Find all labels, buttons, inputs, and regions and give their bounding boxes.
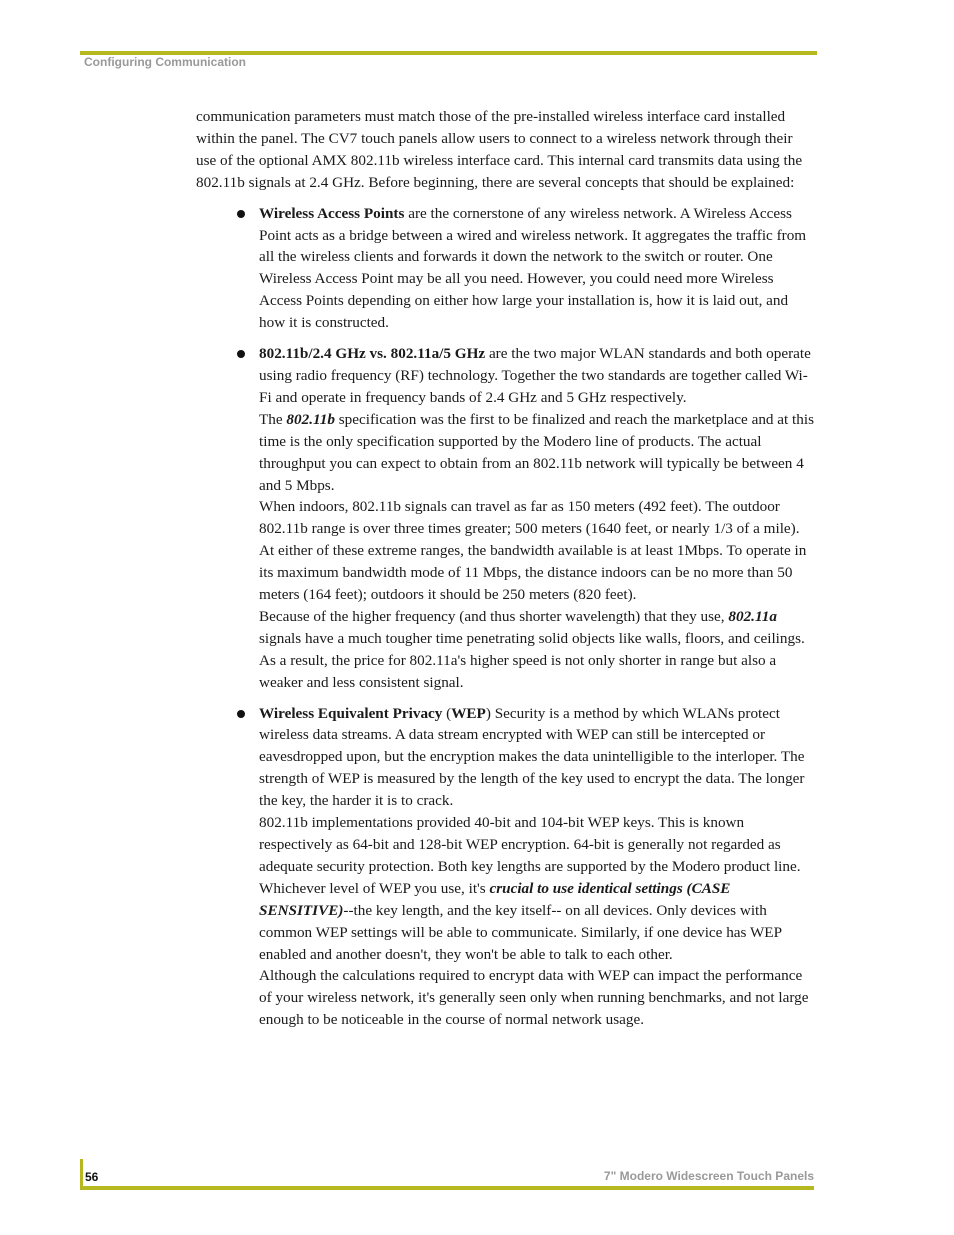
wep-paragraph-2	[259, 812, 816, 965]
body-content	[196, 106, 816, 1040]
list-item-wep	[259, 703, 816, 1032]
standards-text-1: are the two major WLAN standards and both operate using radio frequency (RF) technology. Together the two standards are together called Wi-Fi and operate in frequency bands of 2.4 GHz and 5 GHz respectively.	[259, 345, 811, 406]
list-item-access-points	[259, 203, 816, 334]
access-points-description: are the cornerstone of any wireless network. A Wireless Access Point acts as a bridge between a wired and wireless network. It aggregates the traffic from all the wireless clients and forwards it down the network to the switch or router. One Wireless Access Point may be all you need. However, you could need more Wireless Access Points depending on either how large your installation is, how it is laid out, and how it is constructed.	[259, 204, 807, 332]
section-title: Configuring Communication	[84, 55, 246, 69]
wep-paragraph-1	[259, 703, 816, 813]
wep-text-1: ) Security is a method by which WLANs protect wireless data streams. A data stream encrypted with WEP can still be intercepted or eavesdropped upon, but the encryption makes the data unintelligible to the interloper. The strength of WEP is measured by the length of the key used to encrypt the data. The longer the key, the harder it is to crack.	[259, 704, 805, 810]
standards-text-2b: specification was the first to be finalized and reach the marketplace and at this time is the only specification supported by the Modero line of products. The actual throughput you can expect to obtain from an 802.11b network will typically be between 4 and 5 Mbps.	[259, 410, 815, 494]
term-standards: 802.11b/2.4 GHz vs. 802.11a/5 GHz	[259, 345, 486, 363]
wep-paren: (	[442, 704, 452, 722]
wep-text-2a: 802.11b implementations provided 40-bit and 104-bit WEP keys. This is known respectively as 64-bit and 128-bit WEP encryption. 64-bit is generally not regarded as adequate security protection. Both key lengths are supported by the Modero product line. Whichever level of WEP you use, it's	[259, 814, 801, 897]
standards-text-4b: signals have a much tougher time penetrating solid objects like walls, floors, and ceilings. As a result, the price for 802.11a's higher speed is not only shorter in range but also a weaker and less consistent signal.	[259, 629, 805, 691]
term-wep: Wireless Equivalent Privacy	[259, 704, 443, 722]
term-802-11b: 802.11b	[286, 410, 335, 428]
term-802-11a: 802.11a	[728, 607, 777, 625]
term-access-points: Wireless Access Points	[259, 204, 405, 222]
page-number: 56	[85, 1170, 99, 1184]
document-title: 7" Modero Widescreen Touch Panels	[603, 1169, 814, 1183]
wep-text-2b: --the key length, and the key itself-- on all devices. Only devices with common WEP settings will be able to communicate. Similarly, if one device has WEP enabled and another doesn't, they won't be able to talk to each other.	[259, 901, 782, 963]
standards-paragraph-2	[259, 409, 816, 497]
footer-rule	[80, 1186, 814, 1190]
wep-paragraph-3: Although the calculations required to encrypt data with WEP can impact the performance of your wireless network, it's generally seen only when running benchmarks, and not large enough to be noticeable in the course of normal network usage.	[259, 967, 809, 1029]
wep-emphasis: crucial to use identical settings (CASE SENSITIVE)	[259, 879, 731, 919]
footer-vertical-rule	[80, 1159, 83, 1189]
intro-paragraph: communication parameters must match those of the pre-installed wireless interface card installed within the panel. The CV7 touch panels allow users to connect to a wireless network through their use of the optional AMX 802.11b wireless interface card. This internal card transmits data using the 802.11b signals at 2.4 GHz. Before beginning, there are several concepts that should be explained:	[196, 108, 803, 191]
list-item-standards	[259, 343, 816, 694]
bullet-dot-icon	[237, 210, 245, 218]
standards-paragraph-3: When indoors, 802.11b signals can travel as far as 150 meters (492 feet). The outdoor 802.11b range is over three times greater; 500 meters (1640 feet, or nearly 1/3 of a mile). At either of these extreme ranges, the bandwidth available is at least 1Mbps. To operate in its maximum bandwidth mode of 11 Mbps, the distance indoors can be no more than 50 meters (164 feet); outdoors it should be 250 meters (820 feet).	[259, 498, 807, 604]
standards-paragraph-1	[259, 343, 816, 409]
concept-list	[196, 203, 816, 1032]
standards-text-4a: Because of the higher frequency (and thus shorter wavelength) that they use,	[259, 607, 729, 625]
term-wep-abbr: WEP	[451, 704, 486, 722]
standards-paragraph-4	[259, 606, 816, 694]
bullet-dot-icon	[237, 710, 245, 718]
standards-text-2a: The	[259, 410, 287, 428]
bullet-dot-icon	[237, 350, 245, 358]
